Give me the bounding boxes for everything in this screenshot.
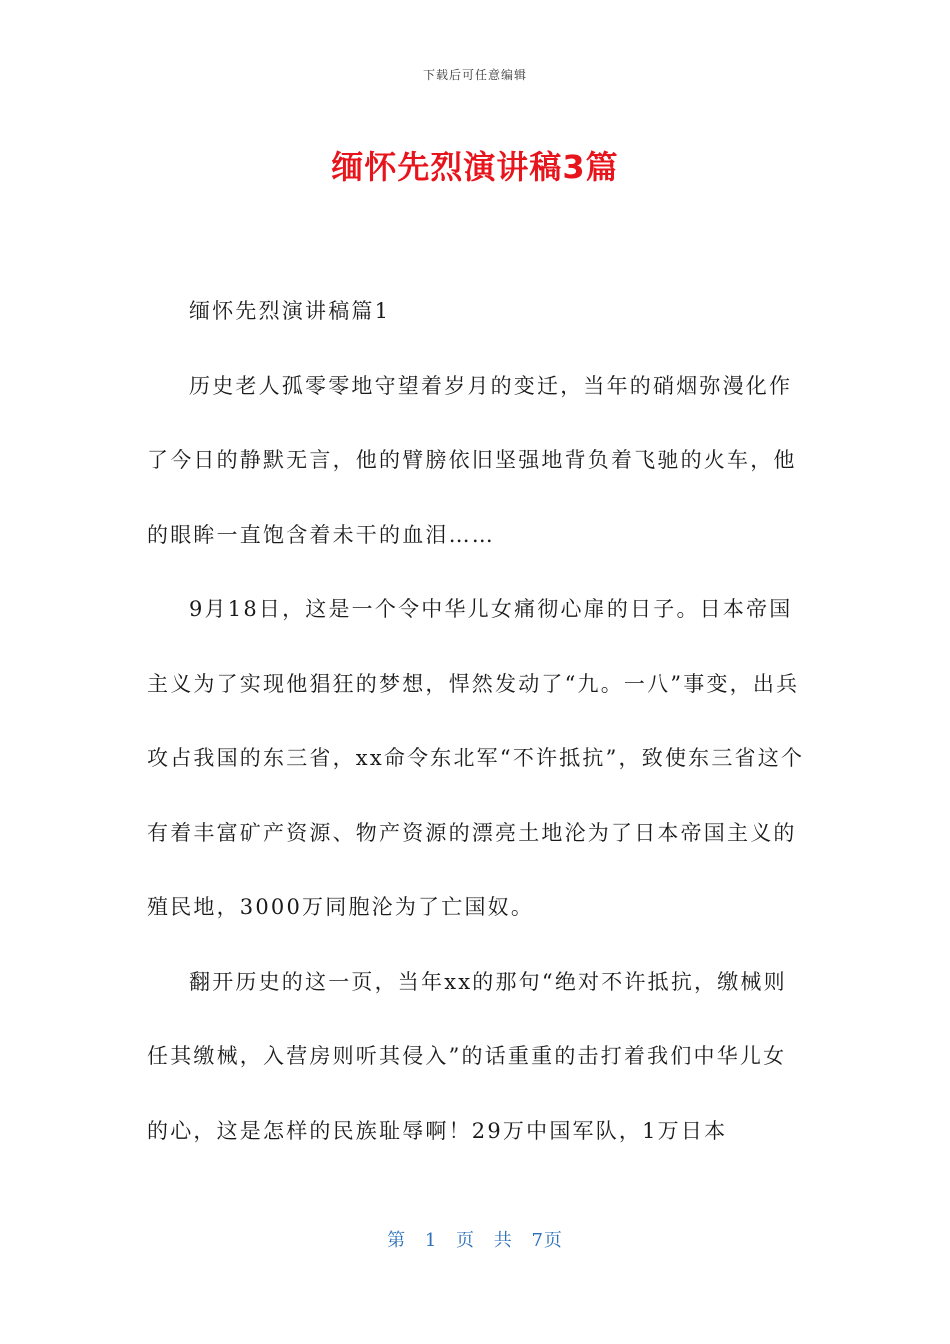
paragraph: 9月18日，这是一个令中华儿女痛彻心扉的日子。日本帝国主义为了实现他猖狂的梦想，悍然发动了“九。一八”事变，出兵攻占我国的东三省，xx命令东北军“不许抵抗”，致使东三省这个有着丰富矿产资源、物产资源的漂亮土地沦为了日本帝国主义的殖民地，3000万同胞沦为了亡国奴。 xyxy=(147,597,805,919)
page-footer xyxy=(0,1226,950,1252)
section-heading: 缅怀先烈演讲稿篇1 xyxy=(189,299,391,323)
paragraph: 历史老人孤零零地守望着岁月的变迁，当年的硝烟弥漫化作了今日的静默无言，他的臂膀依旧坚强地背负着飞驰的火车，他的眼眸一直饱含着未干的血泪…… xyxy=(147,373,797,547)
footer-label-ye: 页 xyxy=(456,1230,475,1251)
footer-label-gong: 共 xyxy=(493,1230,513,1251)
footer-total-pages: 7页 xyxy=(531,1230,563,1251)
paragraph: 翻开历史的这一页，当年xx的那句“绝对不许抵抗，缴械则任其缴械，入营房则听其侵入”的话重重的击打着我们中华儿女的心，这是怎样的民族耻辱啊！29万中国军队，1万日本 xyxy=(147,969,787,1143)
footer-label-di: 第 xyxy=(387,1230,407,1251)
document-title: 缅怀先烈演讲稿3篇 xyxy=(331,148,619,186)
header-note: 下载后可任意编辑 xyxy=(422,68,527,82)
footer-current-page: 1 xyxy=(424,1230,438,1251)
document-body xyxy=(147,274,807,1168)
